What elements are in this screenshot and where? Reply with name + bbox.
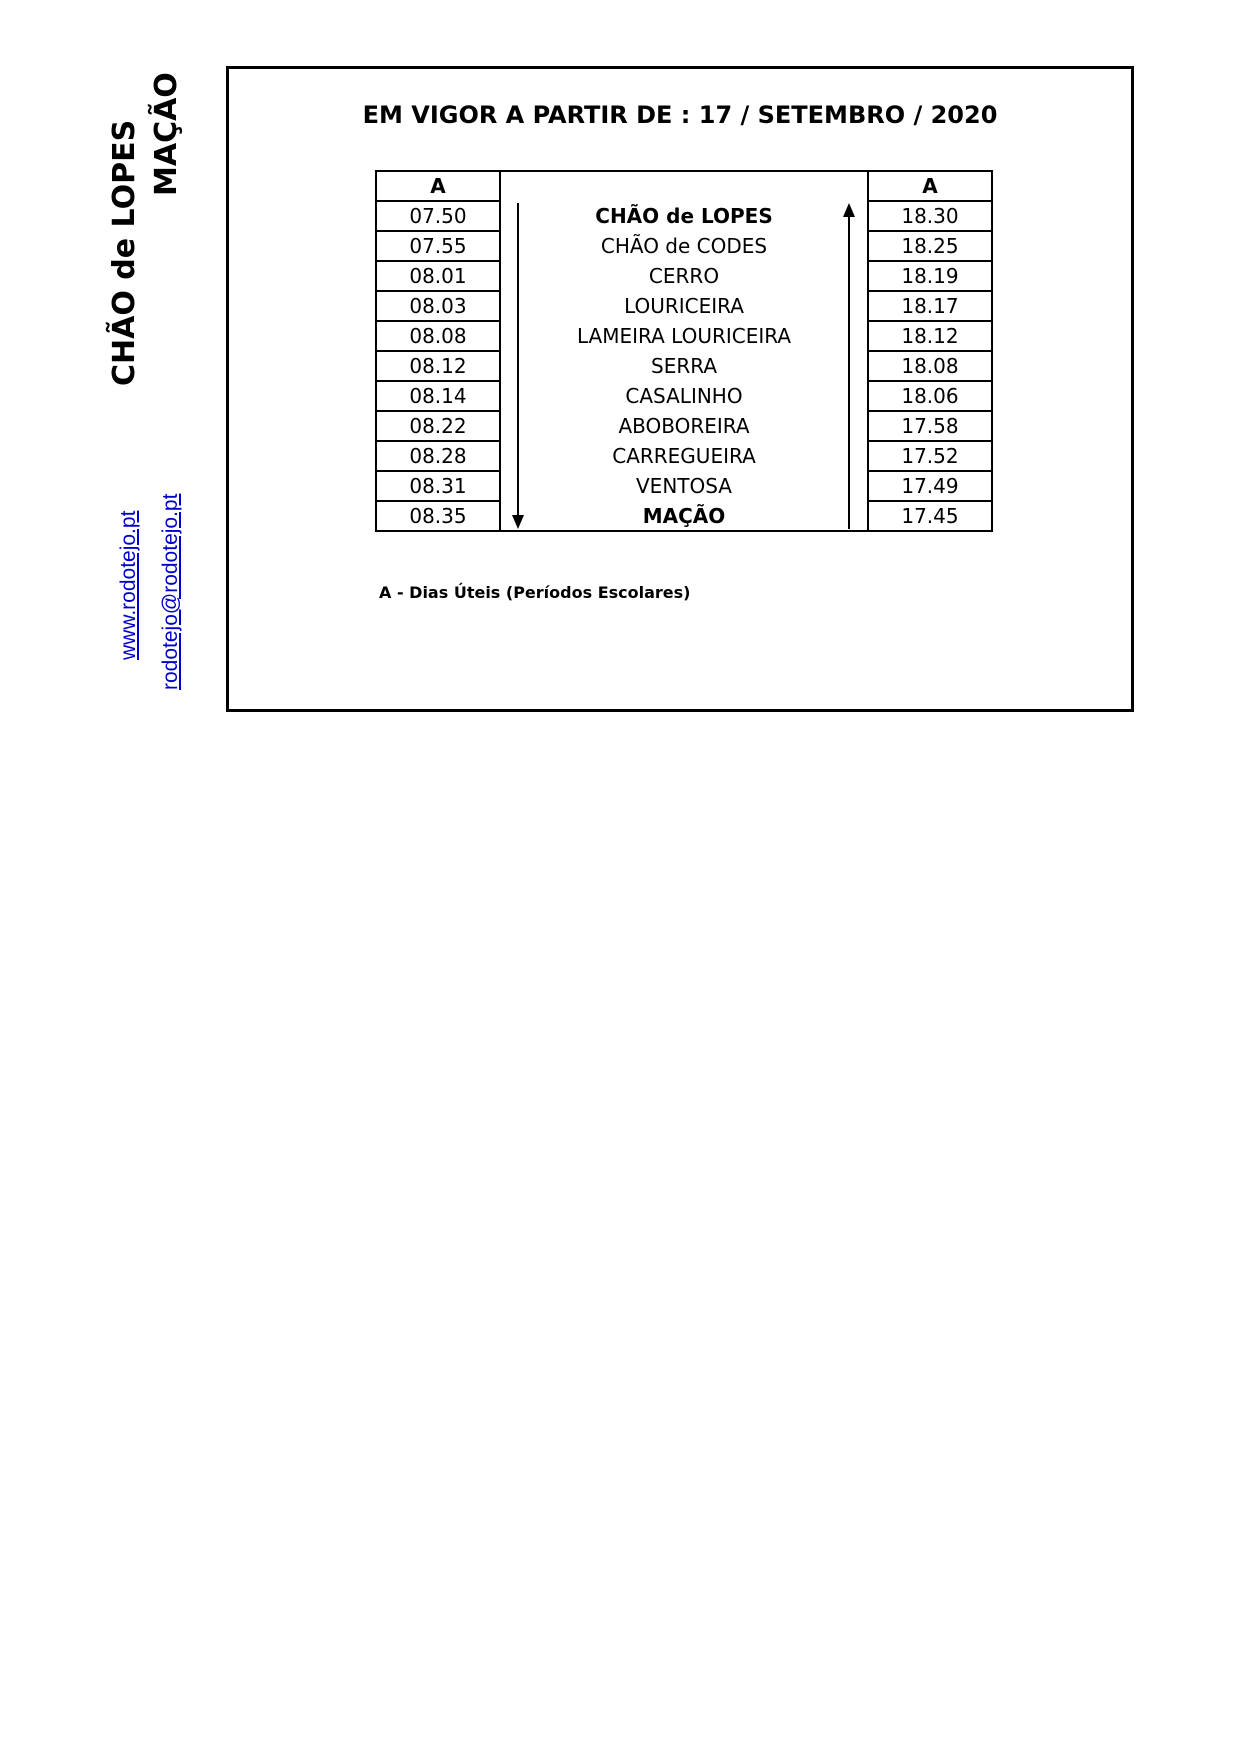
return-time: 17.52 — [868, 441, 992, 471]
arrow-up-icon — [842, 203, 856, 529]
table-row — [376, 261, 992, 291]
stop-name: ABOBOREIRA — [500, 411, 868, 441]
table-row — [376, 321, 992, 351]
stop-name: SERRA — [500, 351, 868, 381]
outbound-time: 08.31 — [376, 471, 500, 501]
arrow-down-icon — [511, 203, 525, 529]
timetable-header-row — [376, 171, 992, 201]
footnote: A - Dias Úteis (Períodos Escolares) — [379, 583, 691, 602]
table-row — [376, 231, 992, 261]
website-link[interactable]: www.rodotejo.pt — [117, 510, 140, 660]
return-time: 18.06 — [868, 381, 992, 411]
return-time: 18.30 — [868, 201, 992, 231]
return-column-header: A — [868, 171, 992, 201]
email-link[interactable]: rodotejo@rodotejo.pt — [159, 493, 182, 690]
stop-name: CHÃO de CODES — [500, 231, 868, 261]
outbound-time: 08.12 — [376, 351, 500, 381]
return-time: 17.58 — [868, 411, 992, 441]
table-row — [376, 291, 992, 321]
return-time: 18.08 — [868, 351, 992, 381]
table-row — [376, 441, 992, 471]
stop-name: CERRO — [500, 261, 868, 291]
table-row — [376, 381, 992, 411]
table-row — [376, 411, 992, 441]
table-row — [376, 471, 992, 501]
return-time: 17.45 — [868, 501, 992, 531]
stop-name: VENTOSA — [500, 471, 868, 501]
outbound-time: 08.28 — [376, 441, 500, 471]
table-row — [376, 501, 992, 531]
timetable-frame — [226, 66, 1134, 712]
route-origin-title: CHÃO de LOPES — [107, 119, 142, 386]
stop-name: CASALINHO — [500, 381, 868, 411]
stop-name: LAMEIRA LOURICEIRA — [500, 321, 868, 351]
stop-name: LOURICEIRA — [500, 291, 868, 321]
return-time: 18.12 — [868, 321, 992, 351]
timetable-heading: EM VIGOR A PARTIR DE : 17 / SETEMBRO / 2020 — [362, 101, 998, 129]
return-time: 18.25 — [868, 231, 992, 261]
outbound-time: 08.08 — [376, 321, 500, 351]
return-time: 17.49 — [868, 471, 992, 501]
outbound-time: 08.01 — [376, 261, 500, 291]
stop-name: CHÃO de LOPES — [500, 201, 868, 231]
route-destination-title: MAÇÃO — [149, 72, 184, 196]
table-row — [376, 201, 992, 231]
stops-column-header — [500, 171, 868, 201]
outbound-time: 07.50 — [376, 201, 500, 231]
return-time: 18.19 — [868, 261, 992, 291]
outbound-time: 08.03 — [376, 291, 500, 321]
table-row — [376, 351, 992, 381]
outbound-time: 08.14 — [376, 381, 500, 411]
outbound-time: 08.22 — [376, 411, 500, 441]
outbound-column-header: A — [376, 171, 500, 201]
timetable-table — [375, 170, 993, 532]
outbound-time: 08.35 — [376, 501, 500, 531]
return-time: 18.17 — [868, 291, 992, 321]
outbound-time: 07.55 — [376, 231, 500, 261]
stop-name: MAÇÃO — [500, 501, 868, 531]
stop-name: CARREGUEIRA — [500, 441, 868, 471]
